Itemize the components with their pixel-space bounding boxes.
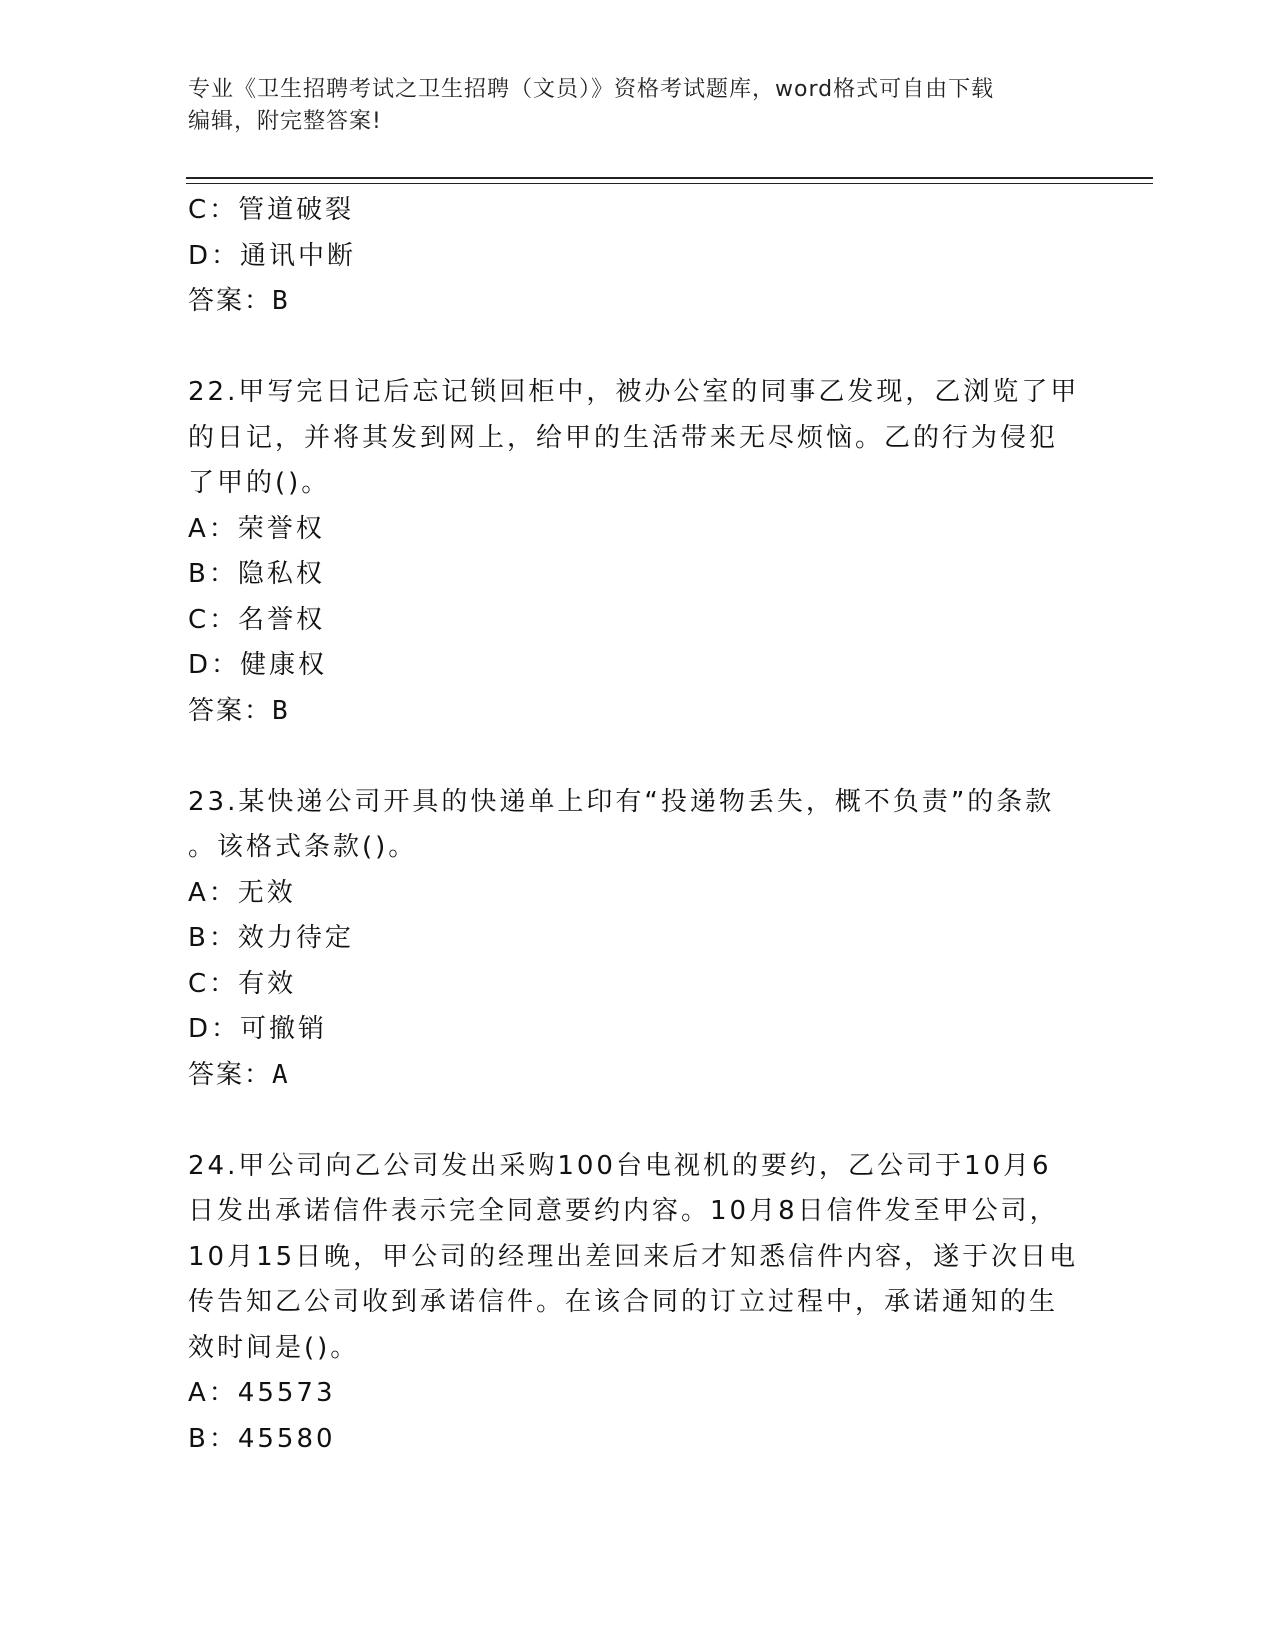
answer: 答案：A xyxy=(188,1059,290,1090)
option-b: B：隐私权 xyxy=(188,559,325,589)
document-body xyxy=(188,188,1088,1462)
question-text-line: 效时间是()。 xyxy=(188,1332,360,1363)
question-text-line: 的日记，并将其发到网上，给甲的生活带来无尽烦恼。乙的行为侵犯 xyxy=(188,422,1059,453)
option-b: B：效力待定 xyxy=(188,923,354,953)
option-d: D：通讯中断 xyxy=(188,240,357,271)
question-text-line: 10月15日晚，甲公司的经理出差回来后才知悉信件内容，遂于次日电 xyxy=(188,1241,1079,1272)
answer: 答案：B xyxy=(188,695,290,726)
spacer xyxy=(188,325,1088,371)
question-24 xyxy=(188,1144,1088,1463)
question-text-line: 传告知乙公司收到承诺信件。在该合同的订立过程中，承诺通知的生 xyxy=(188,1287,1059,1317)
question-23 xyxy=(188,780,1088,1099)
option-c: C：管道破裂 xyxy=(188,195,355,225)
option-d: D：可撤销 xyxy=(188,1014,328,1044)
question-text-line: 日发出承诺信件表示完全同意要约内容。10月8日信件发至甲公司， xyxy=(188,1196,1059,1226)
header-divider-thick xyxy=(186,177,1153,179)
header-divider-thin xyxy=(186,183,1153,184)
option-a: A：无效 xyxy=(188,877,296,908)
option-c: C：名誉权 xyxy=(188,604,326,635)
option-d: D：健康权 xyxy=(188,650,328,680)
question-text-line: 了甲的()。 xyxy=(188,468,331,498)
spacer xyxy=(188,734,1088,780)
question-text-line: 22.甲写完日记后忘记锁回柜中，被办公室的同事乙发现，乙浏览了甲 xyxy=(188,377,1080,407)
question-text-line: 24.甲公司向乙公司发出采购100台电视机的要约，乙公司于10月6 xyxy=(188,1150,1052,1181)
question-22 xyxy=(188,370,1088,734)
spacer xyxy=(188,1098,1088,1144)
question-21-tail xyxy=(188,188,1088,325)
option-a: A：荣誉权 xyxy=(188,513,325,544)
page-header xyxy=(188,74,1068,138)
answer: 答案：B xyxy=(188,286,290,316)
question-text-line: 23.某快递公司开具的快递单上印有“投递物丢失，概不负责”的条款 xyxy=(188,786,1055,817)
header-line-2: 编辑，附完整答案! xyxy=(188,109,382,134)
option-c: C：有效 xyxy=(188,968,297,999)
option-a: A：45573 xyxy=(188,1378,336,1408)
question-text-line: 。该格式条款()。 xyxy=(188,832,418,862)
header-line-1: 专业《卫生招聘考试之卫生招聘（文员）》资格考试题库，word格式可自由下载 xyxy=(188,77,995,102)
option-b: B：45580 xyxy=(188,1423,336,1454)
